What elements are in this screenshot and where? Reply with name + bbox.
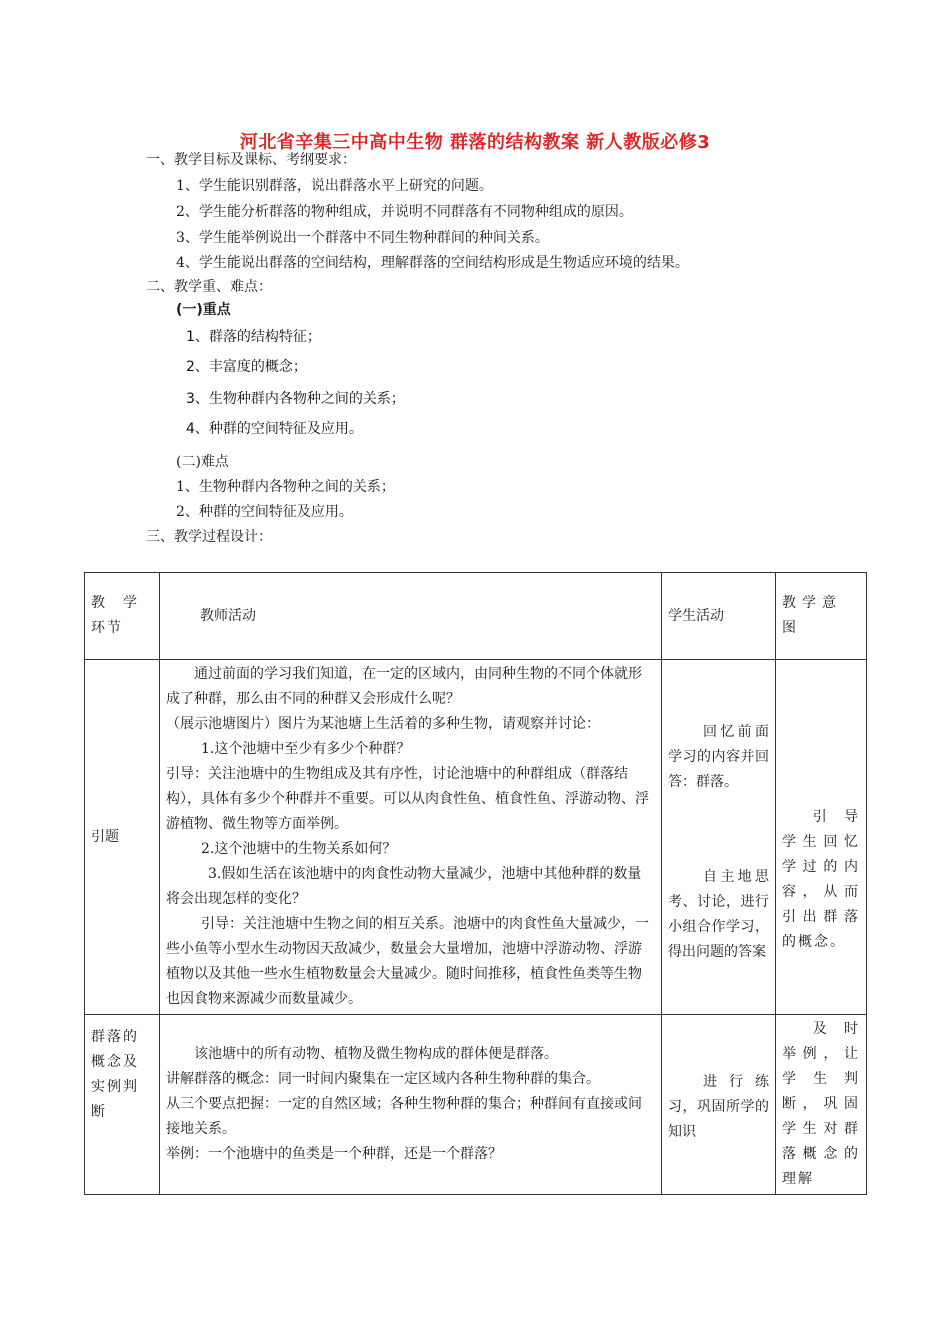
row-student-activity bbox=[662, 1015, 776, 1195]
teacher-question: 3.假如生活在该池塘中的肉食性动物大量减少，池塘中其他种群的数量将会出现怎样的变化？ bbox=[166, 866, 642, 907]
objective-item: 3、学生能举例说出一个群落中不同生物种群间的种间关系。 bbox=[176, 230, 549, 246]
table-row bbox=[85, 1015, 867, 1195]
teacher-text: 从三个要点把握：一定的自然区域；各种生物种群的集合；种群间有直接或间接地关系。 bbox=[166, 1096, 642, 1137]
objective-item: 1、学生能识别群落，说出群落水平上研究的问题。 bbox=[176, 178, 493, 194]
header-teacher: 教师活动 bbox=[160, 573, 662, 660]
teacher-guidance: 引导：关注池塘中生物之间的相互关系。池塘中的肉食性鱼大量减少，一些小鱼等小型水生动物因天敌减少，数量会大量增加，池塘中浮游动物、浮游植物以及其他一些水生植物数量会大量减少。随时间推移，植食性鱼类等生物也因食物来源减少而数量减少。 bbox=[166, 916, 649, 1007]
table-header-row bbox=[85, 573, 867, 660]
difficult-point-item: 1、生物种群内各物种之间的关系； bbox=[176, 479, 395, 495]
row-teacher-activity bbox=[160, 660, 662, 1015]
row-teacher-activity bbox=[160, 1015, 662, 1195]
key-point-item: 1、群落的结构特征； bbox=[186, 329, 321, 345]
teacher-text: 举例：一个池塘中的鱼类是一个种群，还是一个群落？ bbox=[166, 1146, 502, 1162]
section1-heading: 一、教学目标及课标、考纲要求： bbox=[146, 152, 356, 168]
header-intent: 教学意图 bbox=[776, 573, 867, 660]
key-point-item: 2、丰富度的概念； bbox=[186, 359, 307, 375]
objective-item: 2、学生能分析群落的物种组成，并说明不同群落有不同物种组成的原因。 bbox=[176, 204, 633, 220]
key-points-heading: (一)重点 bbox=[176, 302, 231, 318]
header-student: 学生活动 bbox=[662, 573, 776, 660]
section2-heading: 二、教学重、难点： bbox=[146, 279, 272, 295]
difficult-points-heading: (二)难点 bbox=[176, 454, 229, 470]
lesson-plan-table bbox=[84, 572, 867, 1195]
row-teaching-intent bbox=[776, 1015, 867, 1195]
row-stage: 引题 bbox=[85, 660, 160, 1015]
section3-heading: 三、教学过程设计： bbox=[146, 529, 272, 545]
teacher-text: 该池塘中的所有动物、植物及微生物构成的群体便是群落。 bbox=[194, 1046, 558, 1062]
difficult-point-item: 2、种群的空间特征及应用。 bbox=[176, 504, 353, 520]
teacher-text: 讲解群落的概念：同一时间内聚集在一定区域内各种生物种群的集合。 bbox=[166, 1071, 600, 1087]
table-row bbox=[85, 660, 867, 1015]
student-text: 进行练习，巩固所学的知识 bbox=[668, 1074, 769, 1140]
teacher-text: （展示池塘图片）图片为某池塘上生活着的多种生物，请观察并讨论： bbox=[166, 716, 600, 732]
row-teaching-intent bbox=[776, 660, 867, 1015]
teacher-question: 1.这个池塘中至少有多少个种群？ bbox=[201, 741, 411, 757]
row-student-activity bbox=[662, 660, 776, 1015]
header-stage: 教 学环节 bbox=[85, 573, 160, 660]
intent-text: 及时举例，让学生判断，巩固学生对群落概念的理解 bbox=[782, 1021, 860, 1187]
teacher-text: 通过前面的学习我们知道，在一定的区域内，由同种生物的不同个体就形成了种群，那么由不同的种群又会形成什么呢？ bbox=[166, 666, 642, 707]
page-title: 河北省辛集三中高中生物 群落的结构教案 新人教版必修3 bbox=[239, 132, 711, 153]
key-point-item: 4、种群的空间特征及应用。 bbox=[186, 421, 363, 437]
intent-text: 引导学生回忆学过的内容，从而引出群落的概念。 bbox=[782, 809, 860, 950]
student-text: 自主地思考、讨论，进行小组合作学习，得出问题的答案 bbox=[668, 868, 769, 960]
teacher-guidance: 引导：关注池塘中的生物组成及其有序性，讨论池塘中的种群组成（群落结构），具体有多少个种群并不重要。可以从肉食性鱼、植食性鱼、浮游动物、浮游植物、微生物等方面举例。 bbox=[166, 766, 649, 832]
key-point-item: 3、生物种群内各物种之间的关系； bbox=[186, 391, 405, 407]
teacher-question: 2.这个池塘中的生物关系如何？ bbox=[201, 841, 397, 857]
student-text: 回忆前面学习的内容并回答：群落。 bbox=[668, 723, 769, 790]
row-stage: 群落的概念及实例判断 bbox=[85, 1015, 160, 1195]
objective-item: 4、学生能说出群落的空间结构，理解群落的空间结构形成是生物适应环境的结果。 bbox=[176, 255, 689, 271]
